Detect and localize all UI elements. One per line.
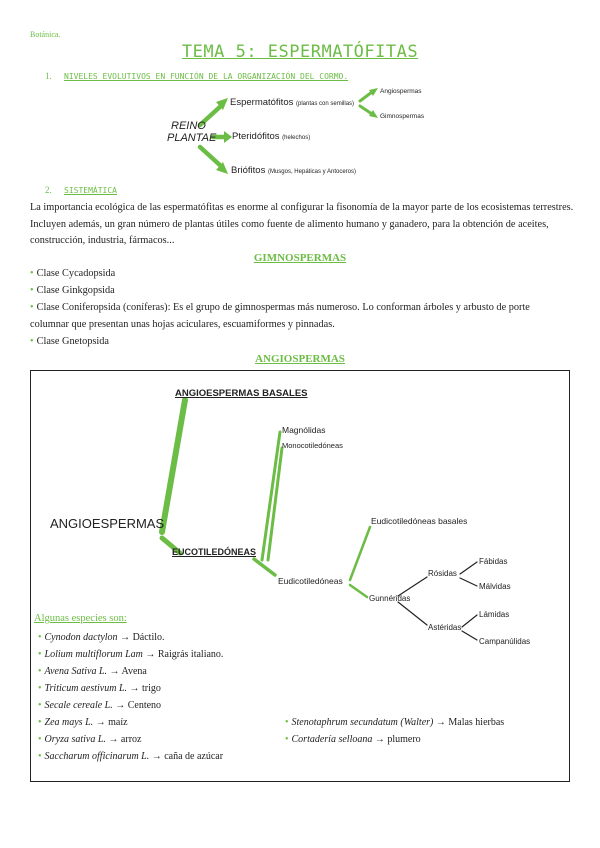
gimno-item-text: Clase Ginkgopsida	[36, 285, 115, 296]
line-asteridas	[398, 602, 427, 625]
node2-note: (helechos)	[282, 135, 311, 141]
subject-label: Botánica.	[30, 30, 61, 39]
tree-gunneridas: Gunnéridas	[369, 594, 411, 603]
node2-label: Pteridófitos	[232, 131, 280, 142]
tree-rosidas: Rósidas	[428, 569, 457, 578]
line-lamidas	[462, 615, 477, 627]
leaf-gimnospermas: Gimnospermas	[380, 113, 425, 120]
species-list-right	[285, 714, 504, 748]
species-item: • Oryza sativa L. → arroz	[38, 734, 142, 745]
paragraph-line1: La importancia ecológica de las espermatófitas es enorme al configurar la fisonomía de la mayor parte de los ecosistemas terrestres.	[30, 202, 574, 213]
bullet-icon: •	[30, 285, 34, 296]
root-line2: PLANTAE	[167, 132, 217, 144]
species-item: • Saccharum officinarum L. → caña de azúcar	[38, 751, 224, 762]
node1-note: (plantas con semillas)	[296, 101, 355, 107]
paragraph-line3: construcción, industria, fármacos...	[30, 235, 175, 246]
tree-basales: ANGIOESPERMAS BASALES	[175, 388, 308, 399]
leaf-angiospermas: Angiospermas	[380, 88, 422, 95]
gimno-item-text: Clase Cycadopsida	[36, 268, 116, 279]
line-fabidas	[460, 562, 477, 574]
line-eudicot-basales	[350, 527, 370, 580]
species-item: • Triticum aestivum L. → trigo	[38, 683, 161, 694]
bullet-icon: •	[30, 336, 34, 347]
species-item: • Secale cereale L. → Centeno	[38, 700, 162, 711]
gimno-item-text: Clase Coniferopsida (coníferas): Es el grupo de gimnospermas más numeroso. Lo conforman árboles y arbusto de porte	[36, 302, 530, 313]
line-malvidas	[460, 578, 477, 586]
node1-label: Espermatófitos	[230, 97, 294, 108]
section1-heading: NIVELES EVOLUTIVOS EN FUNCIÓN DE LA ORGANIZACIÓN DEL CORMO.	[64, 72, 349, 81]
tree-root: ANGIOESPERMAS	[50, 516, 165, 531]
species-item: • Avena Sativa L. → Avena	[38, 666, 147, 677]
tree-lamidas: Lámidas	[479, 610, 510, 619]
species-item: • Stenotaphrum secundatum (Walter) → Malas hierbas	[285, 717, 505, 728]
tree-asteridas: Astéridas	[428, 623, 462, 632]
section1-number: 1.	[45, 71, 52, 81]
tree-monocot: Monocotiledóneas	[282, 441, 343, 450]
paragraph-line2: Incluyen además, un gran número de plantas útiles como fuente de alimento humano y ganadero, para la obtención de aceites,	[30, 218, 549, 230]
species-list-left	[38, 629, 223, 765]
gimnospermas-heading: GIMNOSPERMAS	[253, 252, 347, 264]
bullet-icon: •	[30, 268, 34, 279]
tree-eudicot: Eudicotiledóneas	[278, 576, 343, 586]
bullet-icon: •	[30, 302, 34, 313]
gimno-item-text: columnar que presentan unas hojas aciculares, escuamiformes y pinnadas.	[30, 319, 335, 330]
tree-eucot: EUCOTILEDÓNEAS	[172, 547, 257, 557]
species-item: • Cynodon dactylon → Dáctilo.	[38, 632, 165, 643]
line-campanulidas	[462, 631, 477, 640]
tree-fabidas: Fábidas	[479, 557, 508, 566]
root-line1: REINO	[171, 120, 206, 132]
section2-number: 2.	[45, 185, 52, 195]
tree-malvidas: Málvidas	[479, 582, 511, 591]
tree-eudicot-basales: Eudicotiledóneas basales	[371, 516, 468, 526]
species-item: • Zea mays L. → maíz	[38, 717, 128, 728]
gimno-item-text: Clase Gnetopsida	[36, 336, 109, 347]
tree-magnolidas: Magnólidas	[282, 425, 326, 435]
line-basales	[162, 400, 185, 532]
tree-campanulidas: Campanúlidas	[479, 637, 531, 646]
page-title: TEMA 5: ESPERMATÓFITAS	[181, 42, 419, 62]
section2-heading: SISTEMÁTICA	[64, 186, 117, 195]
species-item: • Lolium multiflorum Lam → Raigrás italiano.	[38, 649, 224, 660]
species-item: • Cortadería selloana → plumero	[285, 734, 421, 745]
line-gunneridas	[350, 585, 367, 597]
angiospermas-heading: ANGIOSPERMAS	[255, 353, 345, 365]
line-eudicot	[254, 559, 275, 575]
node3-note: (Musgos, Hepáticas y Antoceros)	[267, 169, 357, 175]
species-heading: Algunas especies son:	[34, 613, 127, 624]
node3-label: Briófitos	[231, 165, 266, 176]
